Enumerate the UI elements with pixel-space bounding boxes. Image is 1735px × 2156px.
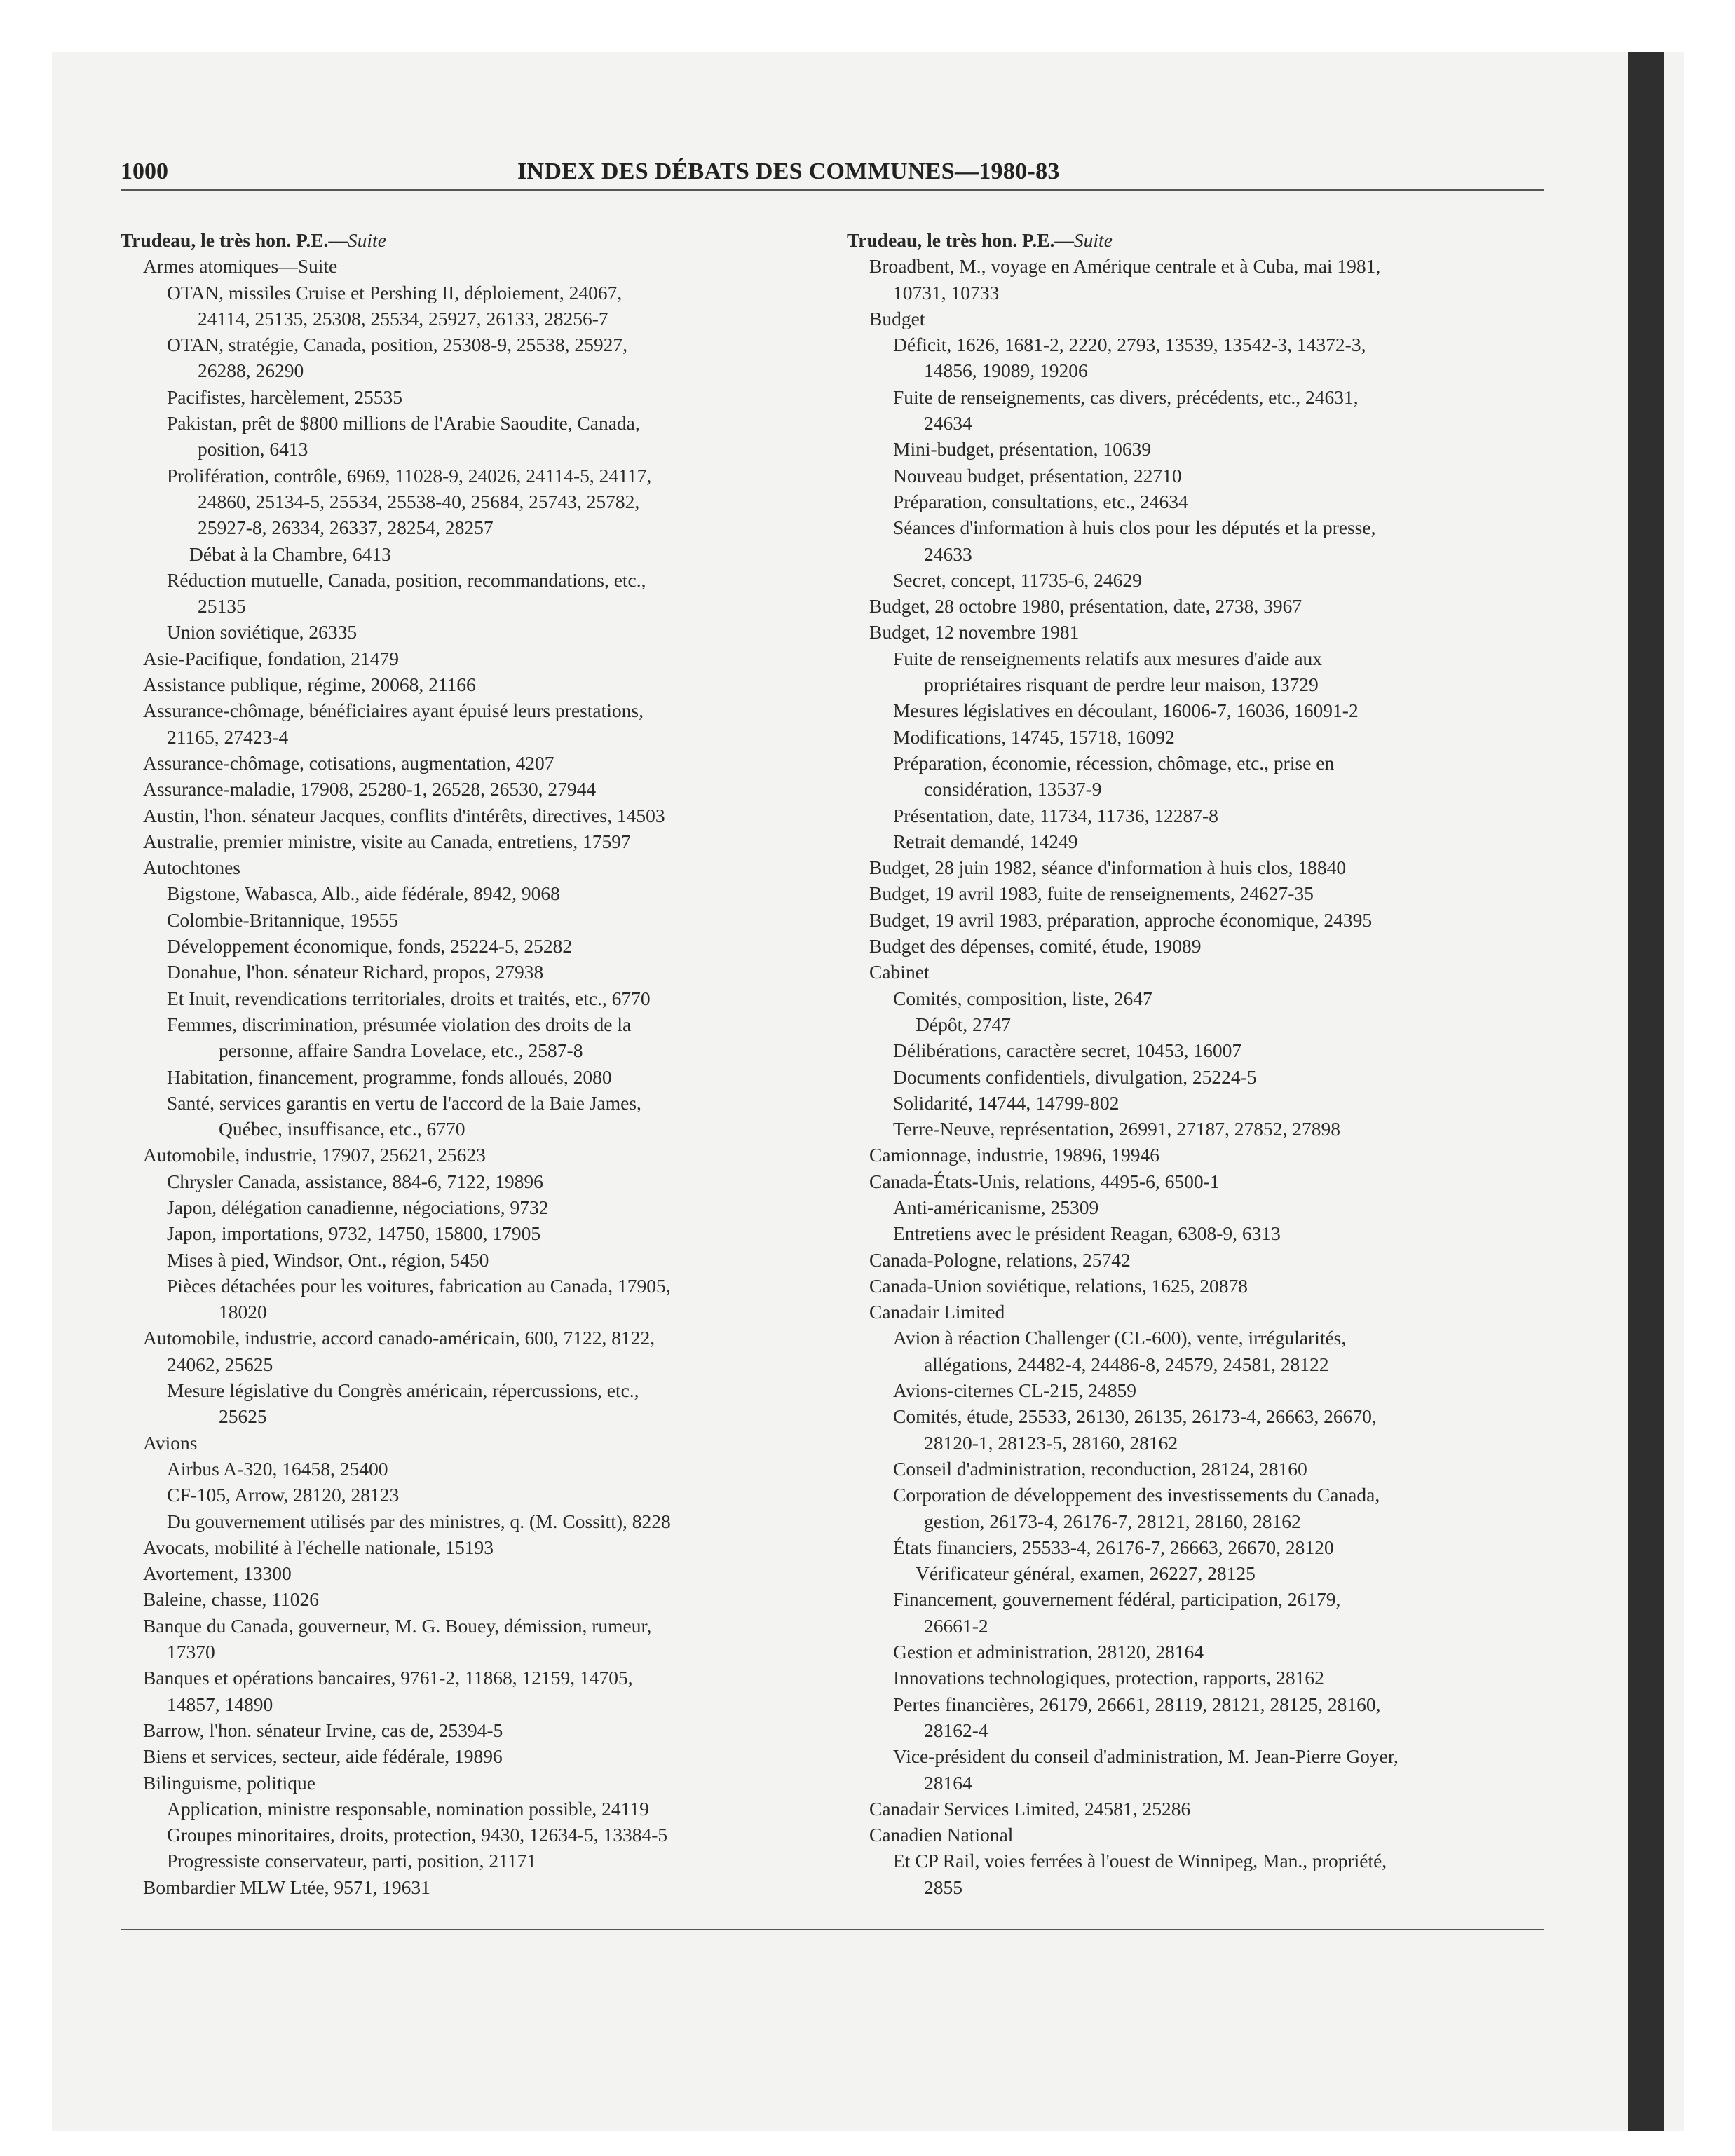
- index-entry-line: considération, 13537-9: [924, 778, 1102, 800]
- index-entry-line: Chrysler Canada, assistance, 884-6, 7122, 19896: [167, 1170, 543, 1192]
- index-entry-line: Budget, 19 avril 1983, fuite de renseignements, 24627-35: [869, 882, 1314, 905]
- index-entries: [847, 253, 1548, 1900]
- left-column: [121, 227, 822, 1900]
- index-entry-line: Prolifération, contrôle, 6969, 11028-9, 24026, 24114-5, 24117,: [167, 464, 652, 486]
- index-entry-line: Canadair Services Limited, 24581, 25286: [869, 1797, 1191, 1820]
- index-entry-line: CF-105, Arrow, 28120, 28123: [167, 1484, 400, 1506]
- index-entry-line: 24062, 25625: [167, 1353, 273, 1375]
- index-entry-line: Réduction mutuelle, Canada, position, recommandations, etc.,: [167, 568, 646, 591]
- index-entry-line: Bilinguisme, politique: [143, 1771, 315, 1794]
- index-entry-line: Budget, 19 avril 1983, préparation, approche économique, 24395: [869, 908, 1373, 931]
- index-entry-line: Automobile, industrie, 17907, 25621, 25623: [143, 1144, 486, 1166]
- index-entry-line: 26288, 26290: [198, 360, 304, 382]
- index-entry-line: Baleine, chasse, 11026: [143, 1588, 319, 1611]
- index-entry-line: 28120-1, 28123-5, 28160, 28162: [924, 1431, 1178, 1454]
- index-entry-line: Innovations technologiques, protection, rapports, 28162: [893, 1667, 1324, 1689]
- index-entry-line: Mini-budget, présentation, 10639: [893, 438, 1152, 460]
- index-entry-line: Terre-Neuve, représentation, 26991, 27187, 27852, 27898: [893, 1118, 1341, 1140]
- index-entry-line: 25625: [219, 1405, 267, 1428]
- index-entry-line: Union soviétique, 26335: [167, 621, 358, 643]
- index-entry-line: 14857, 14890: [167, 1693, 273, 1715]
- index-entry-line: Préparation, économie, récession, chômage, etc., prise en: [893, 751, 1335, 774]
- index-entry-line: 18020: [219, 1301, 267, 1323]
- index-entry-line: position, 6413: [198, 438, 308, 460]
- index-entry-line: 2855: [924, 1876, 962, 1898]
- index-entry-line: Canadair Limited: [869, 1301, 1005, 1323]
- index-entry-line: Documents confidentiels, divulgation, 25224-5: [893, 1065, 1257, 1088]
- page-number: 1000: [121, 158, 168, 184]
- index-entry-line: 21165, 27423-4: [167, 725, 289, 748]
- index-entry-line: Colombie-Britannique, 19555: [167, 908, 398, 931]
- index-entry-line: Avortement, 13300: [143, 1562, 292, 1585]
- index-entry-line: Budget, 12 novembre 1981: [869, 621, 1080, 643]
- index-entry-line: 25927-8, 26334, 26337, 28254, 28257: [198, 517, 494, 539]
- index-entry-line: Austin, l'hon. sénateur Jacques, conflits d'intérêts, directives, 14503: [143, 804, 665, 826]
- index-entry-line: Québec, insuffisance, etc., 6770: [219, 1118, 465, 1140]
- index-entry-line: Avions: [143, 1431, 198, 1454]
- entry-heading: Trudeau, le très hon. P.E.—Suite: [121, 229, 386, 251]
- index-entry-line: Développement économique, fonds, 25224-5, 25282: [167, 935, 573, 957]
- index-entry-line: Secret, concept, 11735-6, 24629: [893, 568, 1142, 591]
- index-entry-line: Donahue, l'hon. sénateur Richard, propos, 27938: [167, 961, 544, 983]
- index-entry-line: 24633: [924, 543, 972, 565]
- index-entry-line: Solidarité, 14744, 14799-802: [893, 1091, 1120, 1114]
- index-entry-line: Canadien National: [869, 1824, 1014, 1846]
- index-entry-line: Camionnage, industrie, 19896, 19946: [869, 1144, 1159, 1166]
- index-entry-line: Canada-Union soviétique, relations, 1625, 20878: [869, 1274, 1248, 1297]
- index-entry-line: 10731, 10733: [893, 281, 1000, 303]
- index-entry-line: Habitation, financement, programme, fonds alloués, 2080: [167, 1065, 612, 1088]
- index-entry-line: gestion, 26173-4, 26176-7, 28121, 28160, 28162: [924, 1510, 1301, 1532]
- index-entry-line: Budget, 28 octobre 1980, présentation, date, 2738, 3967: [869, 595, 1302, 618]
- index-entry-line: Séances d'information à huis clos pour les députés et la presse,: [893, 517, 1376, 539]
- index-entry-line: Pacifistes, harcèlement, 25535: [167, 386, 403, 408]
- index-entry-line: Comités, étude, 25533, 26130, 26135, 26173-4, 26663, 26670,: [893, 1405, 1377, 1428]
- index-entry-line: Banques et opérations bancaires, 9761-2, 11868, 12159, 14705,: [143, 1667, 633, 1689]
- index-entry-line: Et Inuit, revendications territoriales, droits et traités, etc., 6770: [167, 987, 651, 1009]
- index-entry-line: États financiers, 25533-4, 26176-7, 26663, 26670, 28120: [893, 1536, 1334, 1558]
- index-entry-line: Anti-américanisme, 25309: [893, 1196, 1099, 1218]
- page-title: INDEX DES DÉBATS DES COMMUNES—1980-83: [517, 158, 1060, 184]
- index-entry-line: Japon, délégation canadienne, négociations, 9732: [167, 1196, 549, 1218]
- index-entry-line: Mesure législative du Congrès américain, répercussions, etc.,: [167, 1379, 639, 1402]
- index-entry-line: Groupes minoritaires, droits, protection, 9430, 12634-5, 13384-5: [167, 1824, 668, 1846]
- index-entry-line: Mises à pied, Windsor, Ont., région, 5450: [167, 1248, 489, 1271]
- index-entry-line: Bigstone, Wabasca, Alb., aide fédérale, 8942, 9068: [167, 882, 560, 905]
- index-entry-line: Airbus A-320, 16458, 25400: [167, 1457, 388, 1480]
- header-rule: [121, 189, 1544, 191]
- index-entry-line: Budget: [869, 307, 925, 329]
- index-entries: [121, 253, 822, 1900]
- index-entry-line: Assurance-chômage, cotisations, augmentation, 4207: [143, 751, 554, 774]
- index-entry-line: 24114, 25135, 25308, 25534, 25927, 26133, 28256-7: [198, 307, 608, 329]
- index-entry-line: Vice-président du conseil d'administration, M. Jean-Pierre Goyer,: [893, 1745, 1399, 1768]
- index-entry-line: Corporation de développement des investissements du Canada,: [893, 1484, 1380, 1506]
- footer-rule: [121, 1929, 1544, 1930]
- binding-edge: [1628, 52, 1664, 2131]
- index-entry-line: Gestion et administration, 28120, 28164: [893, 1641, 1204, 1663]
- index-entry-line: Canada-Pologne, relations, 25742: [869, 1248, 1131, 1271]
- index-entry-line: 25135: [198, 595, 246, 618]
- index-entry-line: Avions-citernes CL-215, 24859: [893, 1379, 1136, 1402]
- index-entry-line: 17370: [167, 1641, 215, 1663]
- index-entry-line: Mesures législatives en découlant, 16006-7, 16036, 16091-2: [893, 700, 1359, 722]
- index-entry-line: Canada-États-Unis, relations, 4495-6, 6500-1: [869, 1170, 1220, 1192]
- index-entry-line: Pertes financières, 26179, 26661, 28119, 28121, 28125, 28160,: [893, 1693, 1381, 1715]
- index-entry-line: Armes atomiques—Suite: [143, 255, 338, 278]
- index-entry-line: Fuite de renseignements, cas divers, précédents, etc., 24631,: [893, 386, 1359, 408]
- index-entry-line: Assistance publique, régime, 20068, 21166: [143, 674, 476, 696]
- index-entry-line: Nouveau budget, présentation, 22710: [893, 464, 1182, 486]
- index-entry-line: Budget, 28 juin 1982, séance d'information à huis clos, 18840: [869, 857, 1347, 879]
- index-entry-line: Cabinet: [869, 961, 930, 983]
- index-entry-line: Assurance-maladie, 17908, 25280-1, 26528, 26530, 27944: [143, 778, 597, 800]
- index-entry-line: Asie-Pacifique, fondation, 21479: [143, 647, 400, 669]
- index-entry-line: Vérificateur général, examen, 26227, 28125: [916, 1562, 1256, 1585]
- index-entry-line: Du gouvernement utilisés par des ministres, q. (M. Cossitt), 8228: [167, 1510, 671, 1532]
- index-entry-line: Pakistan, prêt de $800 millions de l'Arabie Saoudite, Canada,: [167, 412, 640, 435]
- index-entry-line: personne, affaire Sandra Lovelace, etc., 2587-8: [219, 1039, 583, 1062]
- index-entry-line: Budget des dépenses, comité, étude, 19089: [869, 935, 1202, 957]
- index-entry-line: Biens et services, secteur, aide fédérale, 19896: [143, 1745, 503, 1768]
- index-entry-line: 26661-2: [924, 1614, 988, 1637]
- index-entry-line: OTAN, stratégie, Canada, position, 25308-9, 25538, 25927,: [167, 334, 627, 356]
- index-entry-line: Déficit, 1626, 1681-2, 2220, 2793, 13539, 13542-3, 14372-3,: [893, 334, 1366, 356]
- index-entry-line: Assurance-chômage, bénéficiaires ayant épuisé leurs prestations,: [143, 700, 644, 722]
- index-entry-line: Retrait demandé, 14249: [893, 830, 1078, 852]
- index-entry-line: 28164: [924, 1771, 972, 1794]
- index-entry-line: Et CP Rail, voies ferrées à l'ouest de Winnipeg, Man., propriété,: [893, 1850, 1387, 1872]
- index-entry-line: Bombardier MLW Ltée, 9571, 19631: [143, 1876, 430, 1898]
- index-entry-line: Barrow, l'hon. sénateur Irvine, cas de, 25394-5: [143, 1719, 503, 1741]
- index-entry-line: Automobile, industrie, accord canado-américain, 600, 7122, 8122,: [143, 1327, 655, 1349]
- index-entry-line: Comités, composition, liste, 2647: [893, 987, 1152, 1009]
- index-entry-line: Autochtones: [143, 857, 241, 879]
- index-entry-line: Présentation, date, 11734, 11736, 12287-8: [893, 804, 1218, 826]
- index-entry-line: 14856, 19089, 19206: [924, 360, 1088, 382]
- index-entry-line: Progressiste conservateur, parti, position, 21171: [167, 1850, 537, 1872]
- index-entry-line: Santé, services garantis en vertu de l'accord de la Baie James,: [167, 1091, 641, 1114]
- index-entry-line: Avion à réaction Challenger (CL-600), vente, irrégularités,: [893, 1327, 1347, 1349]
- index-entry-line: Fuite de renseignements relatifs aux mesures d'aide aux: [893, 647, 1323, 669]
- index-entry-line: Application, ministre responsable, nomination possible, 24119: [167, 1797, 649, 1820]
- index-entry-line: Débat à la Chambre, 6413: [189, 543, 391, 565]
- entry-heading: Trudeau, le très hon. P.E.—Suite: [847, 229, 1113, 251]
- index-entry-line: Banque du Canada, gouverneur, M. G. Bouey, démission, rumeur,: [143, 1614, 652, 1637]
- index-entry-line: Australie, premier ministre, visite au Canada, entretiens, 17597: [143, 830, 631, 852]
- index-entry-line: OTAN, missiles Cruise et Pershing II, déploiement, 24067,: [167, 281, 622, 303]
- right-column: [847, 227, 1548, 1900]
- index-entry-line: Broadbent, M., voyage en Amérique centrale et à Cuba, mai 1981,: [869, 255, 1381, 278]
- index-entry-line: Délibérations, caractère secret, 10453, 16007: [893, 1039, 1242, 1062]
- index-entry-line: Modifications, 14745, 15718, 16092: [893, 725, 1175, 748]
- index-entry-line: Pièces détachées pour les voitures, fabrication au Canada, 17905,: [167, 1274, 671, 1297]
- index-entry-line: 24860, 25134-5, 25534, 25538-40, 25684, 25743, 25782,: [198, 490, 640, 512]
- index-entry-line: propriétaires risquant de perdre leur maison, 13729: [924, 674, 1319, 696]
- index-entry-line: Dépôt, 2747: [916, 1013, 1011, 1035]
- index-entry-line: Avocats, mobilité à l'échelle nationale, 15193: [143, 1536, 494, 1558]
- index-entry-line: Financement, gouvernement fédéral, participation, 26179,: [893, 1588, 1341, 1611]
- index-entry-line: Femmes, discrimination, présumée violation des droits de la: [167, 1013, 632, 1035]
- index-entry-line: allégations, 24482-4, 24486-8, 24579, 24581, 28122: [924, 1353, 1329, 1375]
- index-entry-line: Conseil d'administration, reconduction, 28124, 28160: [893, 1457, 1307, 1480]
- index-entry-line: Entretiens avec le président Reagan, 6308-9, 6313: [893, 1222, 1281, 1245]
- index-entry-line: Préparation, consultations, etc., 24634: [893, 490, 1188, 512]
- index-entry-line: Japon, importations, 9732, 14750, 15800, 17905: [167, 1222, 541, 1245]
- index-entry-line: 24634: [924, 412, 972, 435]
- index-entry-line: 28162-4: [924, 1719, 988, 1741]
